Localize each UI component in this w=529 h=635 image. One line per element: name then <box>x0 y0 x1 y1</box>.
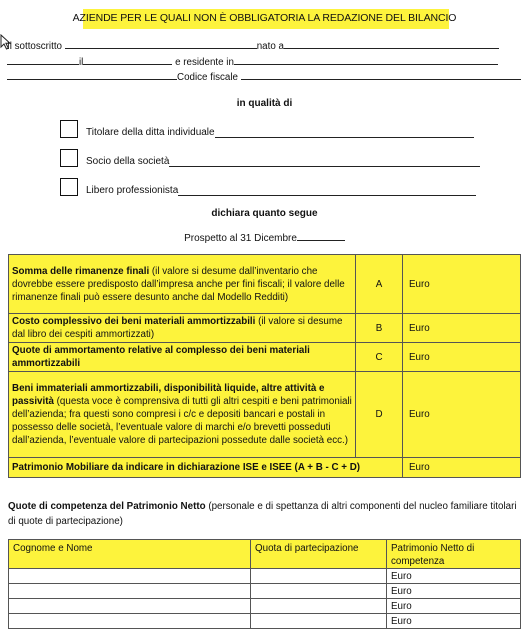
header-share: Quota di partecipazione <box>251 540 387 569</box>
statement-date-line <box>0 232 529 244</box>
equity-cell[interactable]: Euro <box>387 569 521 584</box>
line2-field-a[interactable] <box>7 56 79 65</box>
row-d-letter: D <box>356 372 403 458</box>
table-row <box>9 584 521 599</box>
document-title: AZIENDE PER LE QUALI NON È OBBLIGATORIA LA REDAZIONE DEL BILANCIO <box>72 12 457 24</box>
row-d-euro-field[interactable]: Euro <box>403 372 521 458</box>
row-b-euro-field[interactable]: Euro <box>403 314 521 343</box>
share-cell[interactable] <box>251 599 387 614</box>
birthdate-field[interactable] <box>83 56 172 65</box>
table-row <box>9 569 521 584</box>
table-row <box>9 614 521 629</box>
share-cell[interactable] <box>251 569 387 584</box>
row-a-euro-field[interactable]: Euro <box>403 255 521 314</box>
name-field[interactable] <box>65 40 257 49</box>
partner-label: Socio della società <box>86 156 170 167</box>
born-at-label: nato a <box>256 41 284 52</box>
freelancer-field[interactable] <box>178 187 476 196</box>
freelancer-label: Libero professionista <box>86 185 179 196</box>
partner-field[interactable] <box>169 158 480 167</box>
checkbox-freelancer[interactable] <box>60 178 78 196</box>
statement-date-label: Prospetto al 31 Dicembre <box>184 233 297 244</box>
capacity-option-sole-owner <box>60 120 474 138</box>
equity-section-title: Quote di competenza del Patrimonio Netto <box>8 501 206 512</box>
row-c-euro-field[interactable]: Euro <box>403 343 521 372</box>
table-row <box>9 314 521 343</box>
declares-heading: dichiara quanto segue <box>211 208 318 219</box>
row-b-letter: B <box>356 314 403 343</box>
capacity-option-freelancer <box>60 178 476 196</box>
declarant-line-1 <box>7 40 499 52</box>
sole-owner-label: Titolare della ditta individuale <box>86 127 215 138</box>
row-a-letter: A <box>356 255 403 314</box>
equity-section-note: (personale e di spettanza di altri componenti del nucleo familiare titolari di quote di partecipazione) <box>8 501 517 527</box>
equity-table <box>8 539 521 629</box>
statement-table <box>8 254 521 478</box>
equity-cell[interactable]: Euro <box>387 614 521 629</box>
equity-section-text <box>8 499 523 529</box>
address-field[interactable] <box>7 71 177 80</box>
equity-cell[interactable]: Euro <box>387 584 521 599</box>
name-cell[interactable] <box>9 569 251 584</box>
equity-cell[interactable]: Euro <box>387 599 521 614</box>
row-b-description: Costo complessivo dei beni materiali ammortizzabili (il valore si desume dal libro dei cespiti ammortizzati) <box>9 314 356 343</box>
total-description: Patrimonio Mobiliare da indicare in dichiarazione ISE e ISEE (A + B - C + D) <box>9 458 403 478</box>
table-row <box>9 372 521 458</box>
table-header-row <box>9 540 521 569</box>
year-field[interactable] <box>297 232 345 241</box>
tax-code-label: Codice fiscale <box>177 72 238 83</box>
checkbox-partner[interactable] <box>60 149 78 167</box>
name-cell[interactable] <box>9 584 251 599</box>
header-name: Cognome e Nome <box>9 540 251 569</box>
declarant-line-2 <box>7 56 498 68</box>
residence-field[interactable] <box>234 56 498 65</box>
name-cell[interactable] <box>9 614 251 629</box>
resident-label: e residente in <box>175 57 234 68</box>
share-cell[interactable] <box>251 584 387 599</box>
row-c-description: Quote di ammortamento relative al complesso dei beni materiali ammortizzabili <box>9 343 356 372</box>
share-cell[interactable] <box>251 614 387 629</box>
sole-owner-field[interactable] <box>215 129 474 138</box>
header-equity: Patrimonio Netto di competenza <box>387 540 521 569</box>
name-cell[interactable] <box>9 599 251 614</box>
capacity-heading: in qualità di <box>236 98 293 109</box>
row-d-description: Beni immateriali ammortizzabili, disponibilità liquide, altre attività e passività (questa voce è comprensiva di tutti gli altri cespiti e beni patrimoniali dell’azienda; fra questi sono compresi i c/c e depositi bancari e postali in possesso delle società, l’eventuale valore di marchi e/o brevetti posseduti dall’azienda, l’eventuale valore di partecipazioni possedute dalle società ecc.) <box>9 372 356 458</box>
total-euro-field[interactable]: Euro <box>403 458 521 478</box>
checkbox-sole-owner[interactable] <box>60 120 78 138</box>
tax-code-field[interactable] <box>241 71 521 80</box>
row-c-letter: C <box>356 343 403 372</box>
capacity-option-partner <box>60 149 480 167</box>
birthplace-field[interactable] <box>284 40 499 49</box>
table-row <box>9 599 521 614</box>
on-label: il <box>79 57 84 68</box>
declarant-line-3 <box>7 71 521 83</box>
table-row <box>9 255 521 314</box>
table-row <box>9 458 521 478</box>
row-a-description: Somma delle rimanenze finali (il valore si desume dall’inventario che dovrebbe essere predisposto dall’impresa anche per fini fiscali; il valore delle rimanenze finali può essere desunto anche dal Modello Redditi) <box>9 255 356 314</box>
table-row <box>9 343 521 372</box>
undersigned-label: Il sottoscritto <box>7 41 62 52</box>
